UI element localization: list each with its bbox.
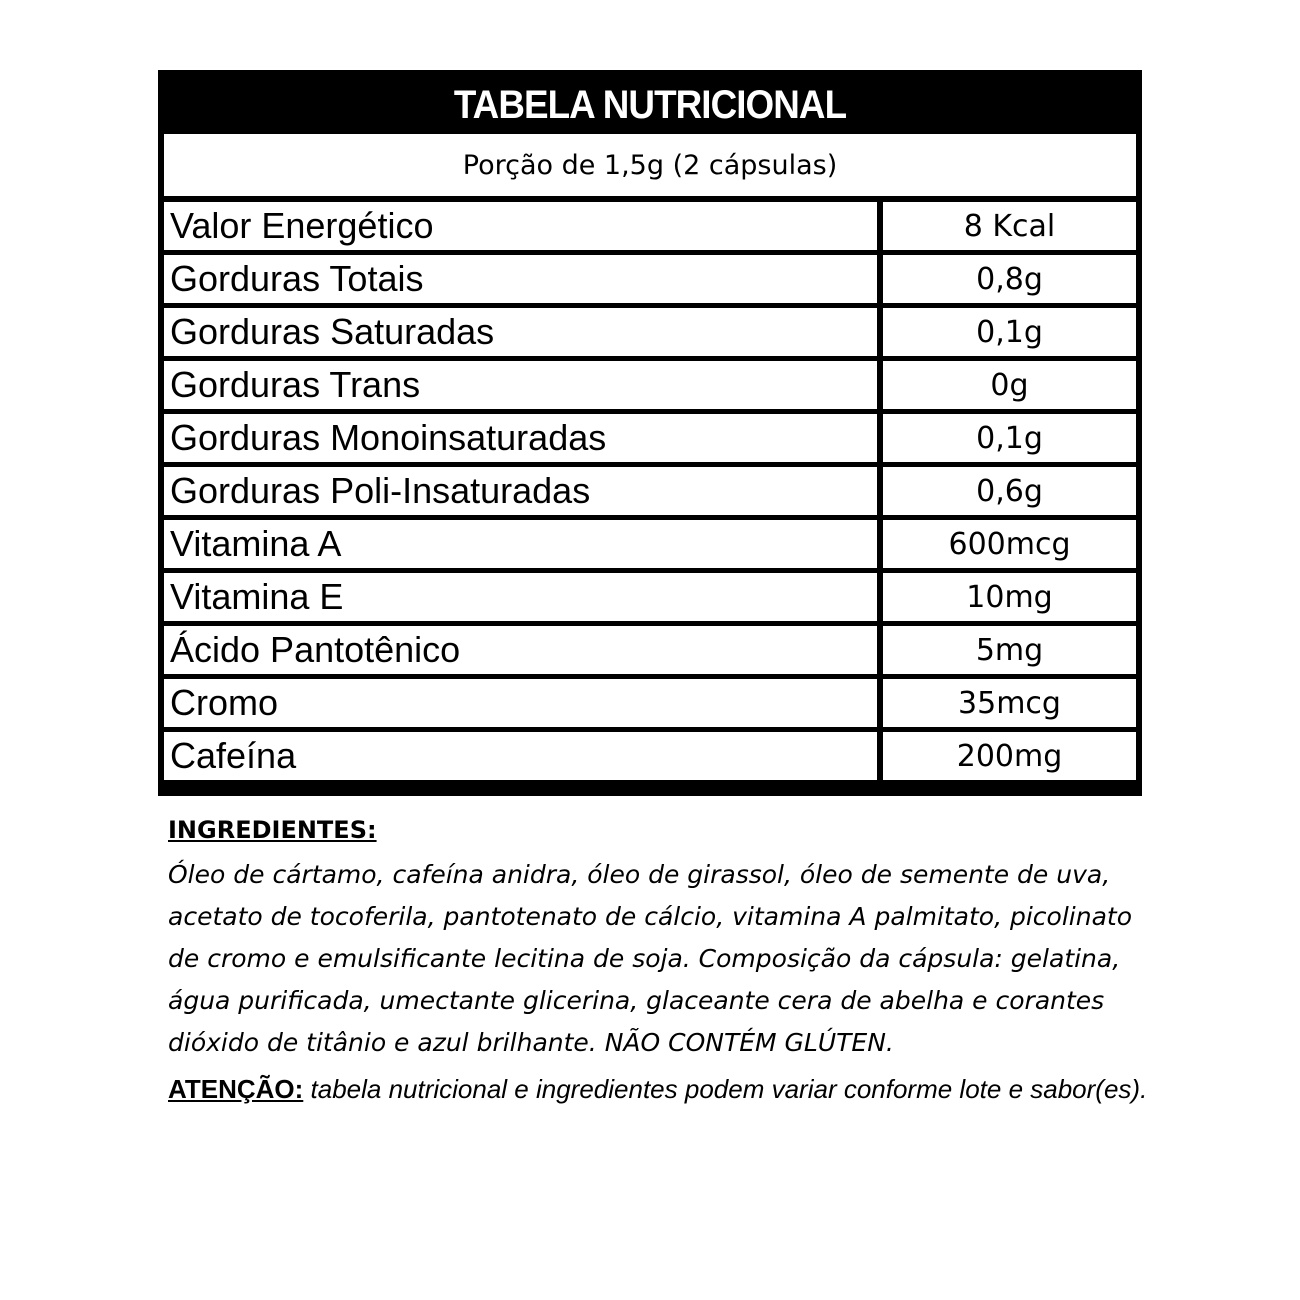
table-row bbox=[164, 308, 1136, 356]
table-row bbox=[164, 732, 1136, 780]
nutrient-value: 600mcg bbox=[883, 520, 1136, 568]
nutrient-name: Gorduras Monoinsaturadas bbox=[164, 414, 877, 462]
nutrient-name: Gorduras Saturadas bbox=[164, 308, 877, 356]
ingredients-text: Óleo de cártamo, cafeína anidra, óleo de girassol, óleo de semente de uva, acetato de tocoferila, pantotenato de cálcio, vitamina A palmitato, picolinato de cromo e emulsificante lecitina de soja. Composição da cápsula: gelatina, água purificada, umectante glicerina, glaceante cera de abelha e corantes dióxido de titânio e azul brilhante. NÃO CONTÉM GLÚTEN. bbox=[168, 860, 1133, 1057]
attention-text: tabela nutricional e ingredientes podem variar conforme lote e sabor(es). bbox=[303, 1074, 1148, 1104]
nutrient-name: Gorduras Totais bbox=[164, 255, 877, 303]
table-row bbox=[164, 255, 1136, 303]
table-row bbox=[164, 361, 1136, 409]
portion-size: Porção de 1,5g (2 cápsulas) bbox=[164, 134, 1136, 196]
table-row bbox=[164, 414, 1136, 462]
table-row bbox=[164, 202, 1136, 250]
attention-note bbox=[168, 1072, 1148, 1106]
nutrient-name: Vitamina A bbox=[164, 520, 877, 568]
nutrient-value: 200mg bbox=[883, 732, 1136, 780]
nutrient-name: Vitamina E bbox=[164, 573, 877, 621]
nutrition-table bbox=[158, 70, 1142, 796]
ingredients-heading: INGREDIENTES: bbox=[168, 816, 377, 844]
nutrient-value: 0g bbox=[883, 361, 1136, 409]
nutrient-value: 0,8g bbox=[883, 255, 1136, 303]
nutrient-name: Cromo bbox=[164, 679, 877, 727]
nutrient-name: Gorduras Poli-Insaturadas bbox=[164, 467, 877, 515]
table-row bbox=[164, 520, 1136, 568]
nutrient-value: 35mcg bbox=[883, 679, 1136, 727]
table-row bbox=[164, 467, 1136, 515]
nutrient-value: 10mg bbox=[883, 573, 1136, 621]
nutrition-rows bbox=[164, 202, 1136, 780]
ingredients-section bbox=[168, 812, 1148, 1106]
nutrient-name: Valor Energético bbox=[164, 202, 877, 250]
nutrient-name: Cafeína bbox=[164, 732, 877, 780]
table-row bbox=[164, 573, 1136, 621]
table-row bbox=[164, 626, 1136, 674]
nutrient-value: 8 Kcal bbox=[883, 202, 1136, 250]
nutrient-value: 0,1g bbox=[883, 308, 1136, 356]
nutrient-name: Ácido Pantotênico bbox=[164, 626, 877, 674]
nutrient-value: 5mg bbox=[883, 626, 1136, 674]
nutrient-name: Gorduras Trans bbox=[164, 361, 877, 409]
nutrient-value: 0,1g bbox=[883, 414, 1136, 462]
nutrient-value: 0,6g bbox=[883, 467, 1136, 515]
attention-label: ATENÇÃO: bbox=[168, 1074, 304, 1104]
table-title: TABELA NUTRICIONAL bbox=[203, 76, 1097, 134]
table-row bbox=[164, 679, 1136, 727]
